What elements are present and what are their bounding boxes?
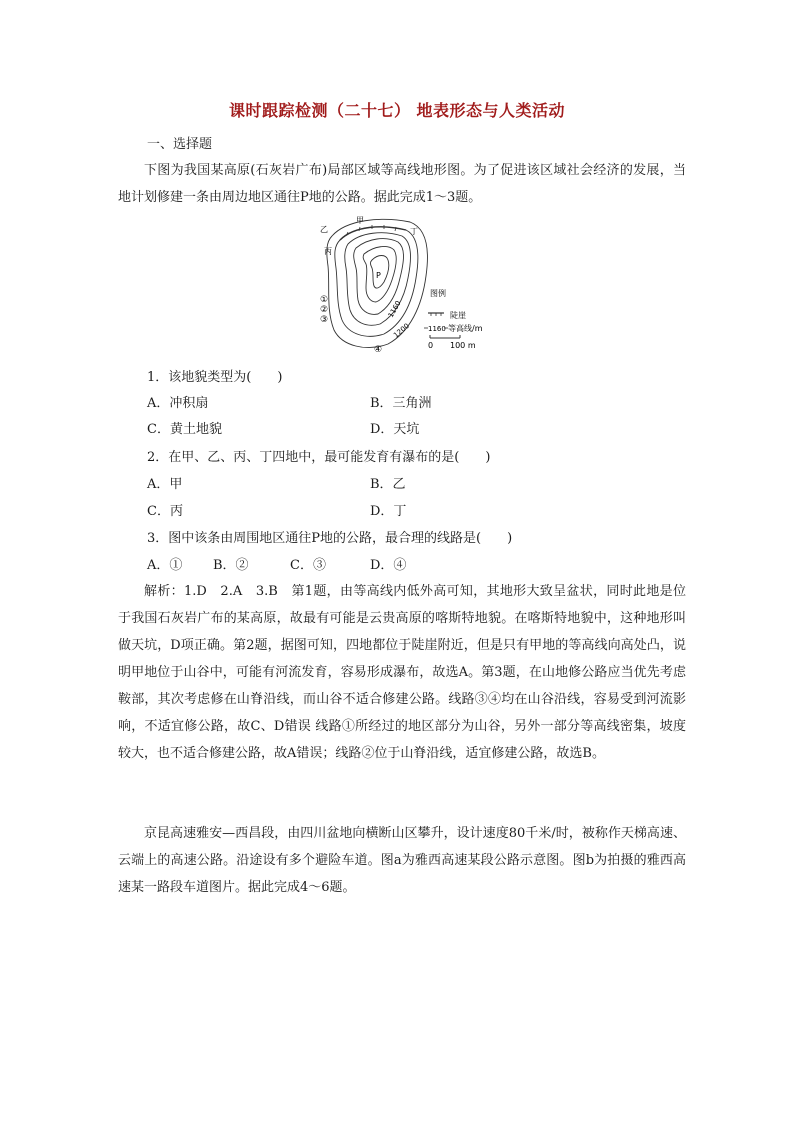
- scale-zero: 0: [428, 341, 434, 350]
- route-1: ①: [320, 295, 329, 305]
- q3-option-a: A．①: [147, 558, 183, 573]
- contour-label-1160: 1160: [386, 299, 403, 319]
- analysis-paragraph: 解析：1.D 2.A 3.B 第1题，由等高线内低外高可知，其地形大致呈盆状，同时此地是位于我国石灰岩广布的某高原，故最有可能是云贵高原的喀斯特地貌。在喀斯特地貌中，这种地形叫做天坑，D项正确。第2题，据图可知，四地都位于陡崖附近，但是只有甲地的等高线向高处凸，说明甲地位于山谷中，可能有河流发育，容易形成瀑布，故选A。第3题，在山地修公路应当优先考虑鞍部，其次考虑修在山脊沿线，而山谷不适合修建公路。线路③④均在山谷沿线，容易受到河流影响，不适宜修公路，故C、D错误 线路①所经过的地区部分为山谷，另外一部分等高线密集，坡度较大，也不适合修建公路，故A错误；线路②位于山脊沿线，适宜修建公路，故选B。: [118, 584, 686, 761]
- legend-title: 图例: [430, 289, 446, 298]
- question-2-stem: 2．在甲、乙、丙、丁四地中，最可能发育有瀑布的是( ): [147, 450, 491, 465]
- q3-option-c: C．③: [290, 558, 326, 573]
- contour-label-1200: 1200: [392, 321, 411, 340]
- q3-option-d: D．④: [370, 558, 407, 573]
- place-jia: 甲: [356, 216, 364, 225]
- q2-option-d: D．丁: [370, 504, 407, 519]
- legend-contour-value: 1160: [428, 325, 446, 333]
- q1-option-d: D．天坑: [370, 422, 420, 437]
- route-4: ④: [374, 345, 383, 355]
- q3-option-b: B．②: [213, 558, 249, 573]
- q1-option-a: A．冲积扇: [147, 396, 209, 411]
- q1-option-b: B．三角洲: [370, 396, 432, 411]
- legend-cliff-label: 陡崖: [450, 311, 466, 320]
- q2-option-c: C．丙: [147, 504, 183, 519]
- page-title: 课时跟踪检测（二十七） 地表形态与人类活动: [228, 101, 566, 120]
- place-yi: 乙: [320, 225, 328, 234]
- place-ding: 丁: [410, 227, 418, 236]
- section-heading: 一、选择题: [147, 137, 213, 152]
- route-3: ③: [320, 315, 329, 325]
- intro-paragraph-2: 京昆高速雅安—西昌段，由四川盆地向横断山区攀升，设计速度80千米/时，被称作天梯高速、云端上的高速公路。沿途设有多个避险车道。图a为雅西高速某段公路示意图。图b为拍摄的雅西高速某一路段车道图片。据此完成4～6题。: [118, 826, 686, 895]
- legend-contour-label: 等高线/m: [448, 324, 483, 333]
- q2-option-b: B．乙: [370, 477, 406, 492]
- question-1-stem: 1．该地貌类型为( ): [147, 370, 283, 385]
- scale-100m: 100 m: [450, 341, 476, 350]
- intro-paragraph-1: 下图为我国某高原(石灰岩广布)局部区域等高线地形图。为了促进该区域社会经济的发展，当地计划修建一条由周边地区通往P地的公路。据此完成1～3题。: [118, 163, 686, 205]
- route-2: ②: [320, 305, 329, 315]
- contour-map-figure: [318, 214, 508, 356]
- point-p: P: [376, 271, 381, 280]
- q1-option-c: C．黄土地貌: [147, 422, 222, 437]
- place-bing: 丙: [324, 247, 332, 256]
- q2-option-a: A．甲: [147, 477, 183, 492]
- question-3-stem: 3．图中该条由周围地区通往P地的公路，最合理的线路是( ): [147, 531, 513, 546]
